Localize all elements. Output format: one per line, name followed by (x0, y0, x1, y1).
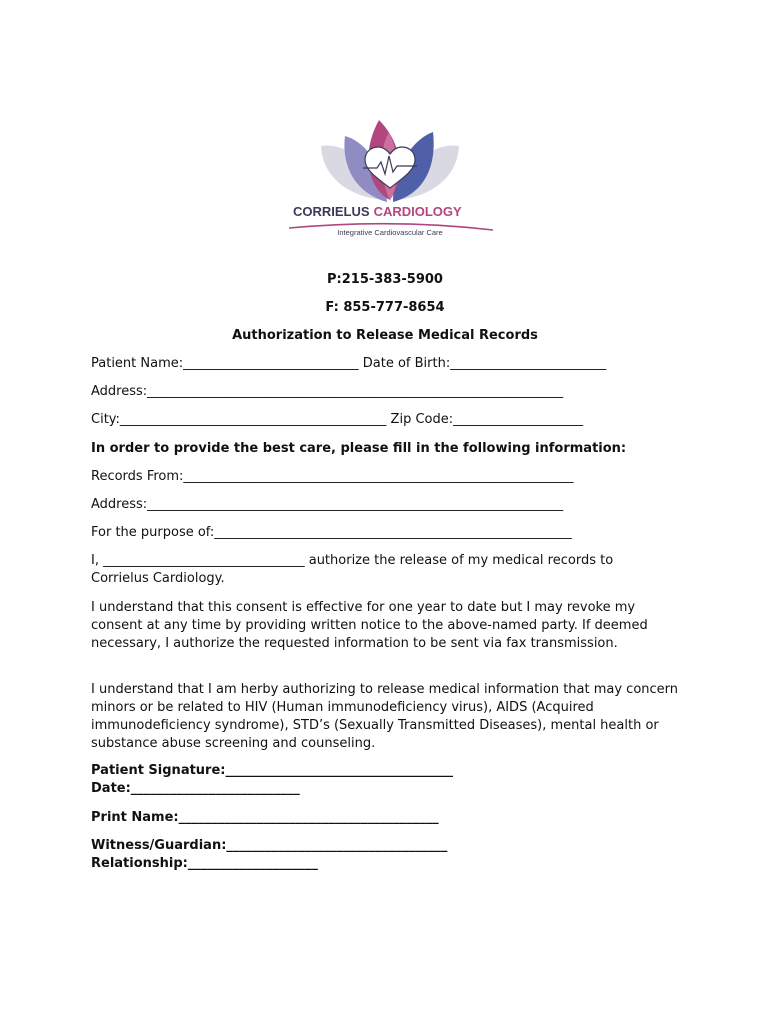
print-name-field[interactable]: Print Name:________________________________________ (91, 810, 439, 825)
records-address-field[interactable]: Address:________________________________________________________________ (91, 497, 564, 512)
instructions-heading: In order to provide the best care, please fill in the following information: (91, 441, 627, 456)
patient-name-dob-field[interactable]: Patient Name:___________________________ Date of Birth:________________________ (91, 356, 607, 371)
signature-date-field[interactable]: Date:__________________________ (91, 781, 300, 796)
corrielus-cardiology-logo (285, 112, 495, 244)
logo-wordmark: CORRIELUS CARDIOLOGY (293, 204, 462, 219)
disclosure-paragraph: I understand that I am herby authorizing to release medical information that may concern minors or be related to HIV (Human immunodeficiency virus), AIDS (Acquired immunodeficiency syndrome), STD’s (Sexually Transmitted Diseases), mental health or substance abuse screening and counseling. (91, 682, 679, 751)
relationship-field[interactable]: Relationship:____________________ (91, 856, 318, 871)
records-from-field[interactable]: Records From:____________________________________________________________ (91, 469, 574, 484)
authorization-line[interactable]: I, _______________________________ authorize the release of my medical records to (91, 553, 614, 568)
authorization-recipient: Corrielus Cardiology. (91, 571, 225, 586)
fax-number: F: 855-777-8654 (325, 300, 445, 315)
patient-address-field[interactable]: Address:________________________________________________________________ (91, 384, 564, 399)
logo-graphic (285, 112, 495, 244)
phone-number: P:215-383-5900 (327, 272, 443, 287)
logo-tagline: Integrative Cardiovascular Care (337, 228, 443, 237)
purpose-field[interactable]: For the purpose of:_______________________________________________________ (91, 525, 572, 540)
document-title: Authorization to Release Medical Records (232, 328, 538, 343)
patient-signature-field[interactable]: Patient Signature:___________________________________ (91, 763, 453, 778)
consent-paragraph: I understand that this consent is effective for one year to date but I may revoke my consent at any time by providing written notice to the above-named party. If deemed necessary, I authorize the requested information to be sent via fax transmission. (91, 600, 648, 651)
city-zip-field[interactable]: City:_________________________________________ Zip Code:____________________ (91, 412, 584, 427)
witness-guardian-field[interactable]: Witness/Guardian:__________________________________ (91, 838, 448, 853)
